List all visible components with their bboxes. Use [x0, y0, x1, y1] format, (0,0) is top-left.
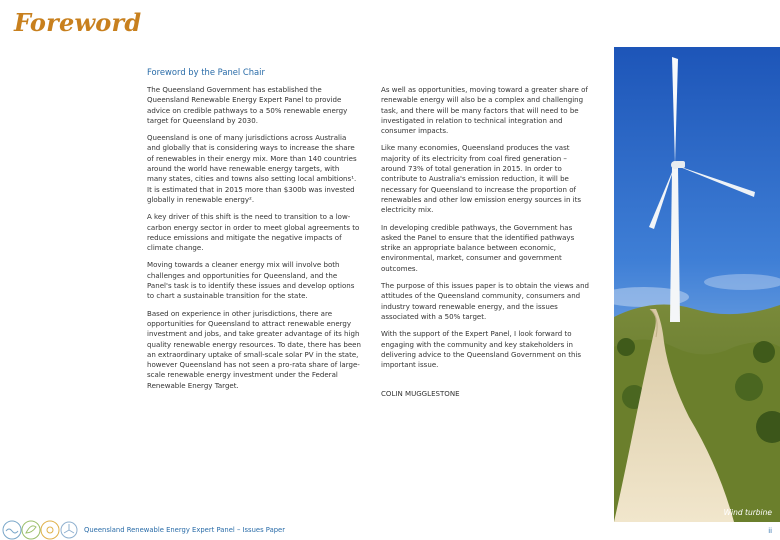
leaf-icon	[22, 521, 40, 539]
paragraph: Moving towards a cleaner energy mix will involve both challenges and opportunities for Queensland, and the Panel's task is to identify these issues and develop options to chart a sustainable transition for the state.	[147, 260, 355, 301]
paragraph: A key driver of this shift is the need to transition to a low-carbon energy sector in order to meet global agreements to reduce emissions and mitigate the negative impacts of climate change.	[147, 212, 360, 253]
signature: COLIN MUGGLESTONE	[381, 389, 460, 399]
left-text-column	[147, 85, 361, 398]
wind-turbine-illustration	[614, 47, 780, 522]
sun-icon	[41, 521, 59, 539]
paragraph: In developing credible pathways, the Government has asked the Panel to ensure that the identified pathways strike an appropriate balance between economic, environmental, market, consumer and government outcomes.	[381, 222, 575, 273]
page-title: Foreword	[14, 8, 142, 37]
paragraph: The purpose of this issues paper is to obtain the views and attitudes of the Queensland community, consumers and industry toward renewable energy, and the issues associated with a 50% target.	[381, 281, 590, 321]
page-number: ii	[768, 527, 772, 535]
paragraph: Queensland is one of many jurisdictions across Australia and globally that is considering ways to increase the share of renewables in their energy mix. More than 140 countries around the world have renewable energy targets, with many states, cities and towns also setting local ambitions¹. It is estimated that in 2015 more than $300b was invested globally in renewable energy².	[147, 133, 357, 204]
footer-logo-strip	[2, 519, 78, 540]
wind-turbine-photo	[614, 47, 780, 522]
footer-document-title: Queensland Renewable Energy Expert Panel – Issues Paper	[84, 526, 286, 534]
right-text-column	[381, 85, 591, 407]
wave-icon	[3, 521, 21, 539]
paragraph: Based on experience in other jurisdictions, there are opportunities for Queensland to attract renewable energy investment and jobs, and take greater advantage of its high quality renewable energy resources. To date, there has been an extraordinary uptake of small-scale solar PV in the state, however Queensland has not seen a pro-rata share of large-scale renewable energy investment under the Federal Renewable Energy Target.	[147, 308, 361, 390]
photo-caption: Wind turbine	[723, 508, 772, 517]
section-subtitle: Foreword by the Panel Chair	[147, 67, 265, 77]
paragraph: The Queensland Government has established the Queensland Renewable Energy Expert Panel to provide advice on credible pathways to a 50% renewable energy target for Queensland by 2030.	[147, 85, 348, 125]
paragraph: Like many economies, Queensland produces the vast majority of its electricity from coal fired generation – around 73% of total generation in 2015. In order to contribute to Australia's emission reduction, it will be necessary for Queensland to increase the proportion of renewables and other low emission energy sources in its electricity mix.	[381, 143, 582, 215]
paragraph: As well as opportunities, moving toward a greater share of renewable energy will also be a complex and challenging task, and there will be many factors that will need to be investigated in relation to technical integration and consumer impacts.	[381, 85, 588, 136]
paragraph: With the support of the Expert Panel, I look forward to engaging with the community and key stakeholders in delivering advice to the Queensland Government on this important issue.	[381, 329, 582, 370]
